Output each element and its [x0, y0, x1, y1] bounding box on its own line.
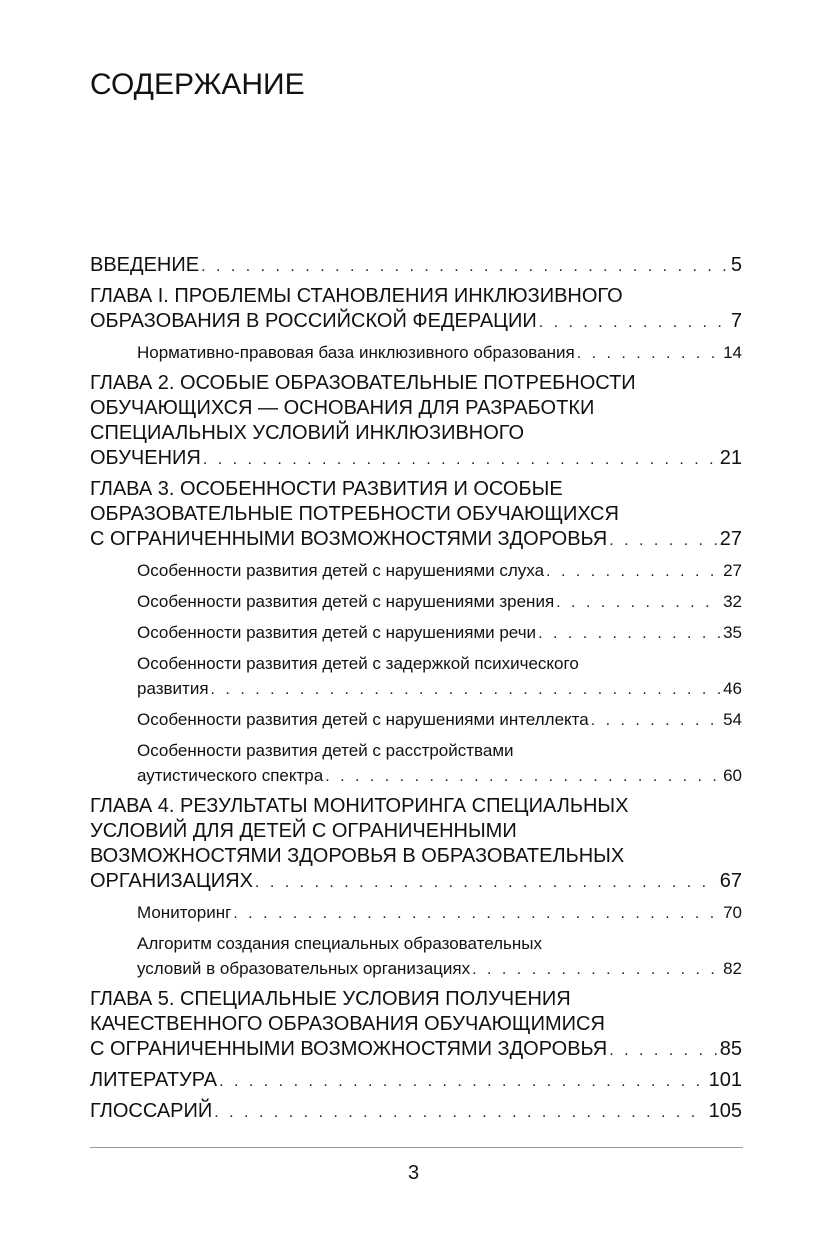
- toc-entry-section[interactable]: [90, 651, 742, 702]
- footer-divider: [90, 1147, 743, 1148]
- toc-entry-label: Особенности развития детей с нарушениями слуха: [137, 561, 545, 580]
- toc-entry-section[interactable]: [90, 931, 742, 982]
- toc-entry-label: ВОЗМОЖНОСТЯМИ ЗДОРОВЬЯ В ОБРАЗОВАТЕЛЬНЫХ: [90, 845, 625, 867]
- toc-page-number: 67: [719, 870, 742, 892]
- toc-entry-introduction[interactable]: [90, 253, 742, 279]
- toc-page-number: 14: [723, 343, 742, 362]
- toc-entry-label: УСЛОВИЙ ДЛЯ ДЕТЕЙ С ОГРАНИЧЕННЫМИ: [90, 820, 517, 842]
- toc-entry-section[interactable]: [90, 738, 742, 789]
- toc-entry-literature[interactable]: [90, 1068, 742, 1094]
- leader-dots: [255, 870, 718, 895]
- page-number: 3: [407, 1162, 420, 1184]
- toc-entry-label: ВВЕДЕНИЕ: [90, 254, 200, 276]
- toc-page-number: 7: [730, 310, 742, 332]
- toc-entry-label: С ОГРАНИЧЕННЫМИ ВОЗМОЖНОСТЯМИ ЗДОРОВЬЯ: [90, 528, 608, 550]
- toc-page-number: 46: [723, 679, 742, 698]
- toc-page-number: 60: [723, 766, 742, 785]
- leader-dots: [472, 957, 721, 982]
- toc-entry-label: ГЛАВА 3. ОСОБЕННОСТИ РАЗВИТИЯ И ОСОБЫЕ: [90, 478, 563, 500]
- leader-dots: [233, 901, 721, 926]
- toc-entry-label: СПЕЦИАЛЬНЫХ УСЛОВИЙ ИНКЛЮЗИВНОГО: [90, 422, 525, 444]
- leader-dots: [609, 1038, 718, 1063]
- toc-entry-chapter-2[interactable]: [90, 371, 742, 472]
- leader-dots: [211, 677, 722, 702]
- toc-entry-label: ОБУЧЕНИЯ: [90, 447, 201, 469]
- toc-page-number: 27: [723, 561, 742, 580]
- toc-entry-label: Нормативно-правовая база инклюзивного образования: [137, 343, 575, 362]
- leader-dots: [201, 254, 729, 279]
- toc-entry-section[interactable]: [90, 340, 742, 366]
- toc-entry-label: ГЛАВА 5. СПЕЦИАЛЬНЫЕ УСЛОВИЯ ПОЛУЧЕНИЯ: [90, 988, 571, 1010]
- toc-page-number: 35: [723, 623, 742, 642]
- toc-entry-label: ГЛАВА 2. ОСОБЫЕ ОБРАЗОВАТЕЛЬНЫЕ ПОТРЕБНОСТИ: [90, 372, 636, 394]
- leader-dots: [609, 528, 718, 553]
- toc-entry-section[interactable]: [90, 589, 742, 615]
- toc-entry-label: ГЛАВА I. ПРОБЛЕМЫ СТАНОВЛЕНИЯ ИНКЛЮЗИВНОГО: [90, 285, 623, 307]
- page-title: СОДЕРЖАНИЕ: [90, 68, 305, 101]
- toc-page-number: 21: [719, 447, 742, 469]
- toc-entry-label: С ОГРАНИЧЕННЫМИ ВОЗМОЖНОСТЯМИ ЗДОРОВЬЯ: [90, 1038, 608, 1060]
- toc-entry-chapter-5[interactable]: [90, 987, 742, 1063]
- toc-entry-label: Особенности развития детей с нарушениями речи: [137, 623, 537, 642]
- leader-dots: [556, 590, 721, 615]
- toc-page-number: 32: [723, 592, 742, 611]
- toc-entry-section[interactable]: [90, 558, 742, 584]
- toc-entry-glossary[interactable]: [90, 1099, 742, 1125]
- leader-dots: [591, 708, 721, 733]
- toc-entry-label: ЛИТЕРАТУРА: [90, 1069, 218, 1091]
- toc-entry-label: ГЛАВА 4. РЕЗУЛЬТАТЫ МОНИТОРИНГА СПЕЦИАЛЬНЫХ: [90, 795, 629, 817]
- toc-entry-label: Особенности развития детей с нарушениями зрения: [137, 592, 555, 611]
- toc-entry-label: Алгоритм создания специальных образовательных: [137, 934, 542, 953]
- toc-page-number: 105: [708, 1100, 742, 1122]
- toc-entry-section[interactable]: [90, 900, 742, 926]
- toc-entry-section[interactable]: [90, 707, 742, 733]
- toc-entry-label: КАЧЕСТВЕННОГО ОБРАЗОВАНИЯ ОБУЧАЮЩИМИСЯ: [90, 1013, 605, 1035]
- toc-entry-label: аутистического спектра: [137, 766, 324, 785]
- toc-page-number: 27: [719, 528, 742, 550]
- toc-page-number: 101: [708, 1069, 742, 1091]
- toc-entry-label: ОБРАЗОВАТЕЛЬНЫЕ ПОТРЕБНОСТИ ОБУЧАЮЩИХСЯ: [90, 503, 619, 525]
- leader-dots: [539, 310, 729, 335]
- leader-dots: [325, 764, 721, 789]
- toc-page-number: 85: [719, 1038, 742, 1060]
- toc-page-number: 70: [723, 903, 742, 922]
- leader-dots: [577, 341, 721, 366]
- toc-entry-label: условий в образовательных организациях: [137, 959, 471, 978]
- toc-entry-label: ОБУЧАЮЩИХСЯ — ОСНОВАНИЯ ДЛЯ РАЗРАБОТКИ: [90, 397, 595, 419]
- toc-entry-label: ГЛОССАРИЙ: [90, 1100, 213, 1122]
- leader-dots: [203, 447, 718, 472]
- toc-entry-label: Особенности развития детей с расстройствами: [137, 741, 514, 760]
- toc-entry-label: Мониторинг: [137, 903, 232, 922]
- table-of-contents: [90, 253, 742, 1130]
- toc-entry-label: развития: [137, 679, 209, 698]
- leader-dots: [538, 621, 721, 646]
- toc-entry-chapter-1[interactable]: [90, 284, 742, 335]
- toc-entry-label: ОБРАЗОВАНИЯ В РОССИЙСКОЙ ФЕДЕРАЦИИ: [90, 310, 537, 332]
- toc-entry-chapter-3[interactable]: [90, 477, 742, 553]
- leader-dots: [546, 559, 721, 584]
- toc-entry-label: ОРГАНИЗАЦИЯХ: [90, 870, 253, 892]
- toc-page-number: 5: [730, 254, 742, 276]
- toc-entry-chapter-4[interactable]: [90, 794, 742, 895]
- toc-entry-section[interactable]: [90, 620, 742, 646]
- toc-page-number: 82: [723, 959, 742, 978]
- toc-entry-label: Особенности развития детей с задержкой психического: [137, 654, 579, 673]
- leader-dots: [214, 1100, 706, 1125]
- toc-page-number: 54: [723, 710, 742, 729]
- leader-dots: [219, 1069, 707, 1094]
- toc-entry-label: Особенности развития детей с нарушениями интеллекта: [137, 710, 589, 729]
